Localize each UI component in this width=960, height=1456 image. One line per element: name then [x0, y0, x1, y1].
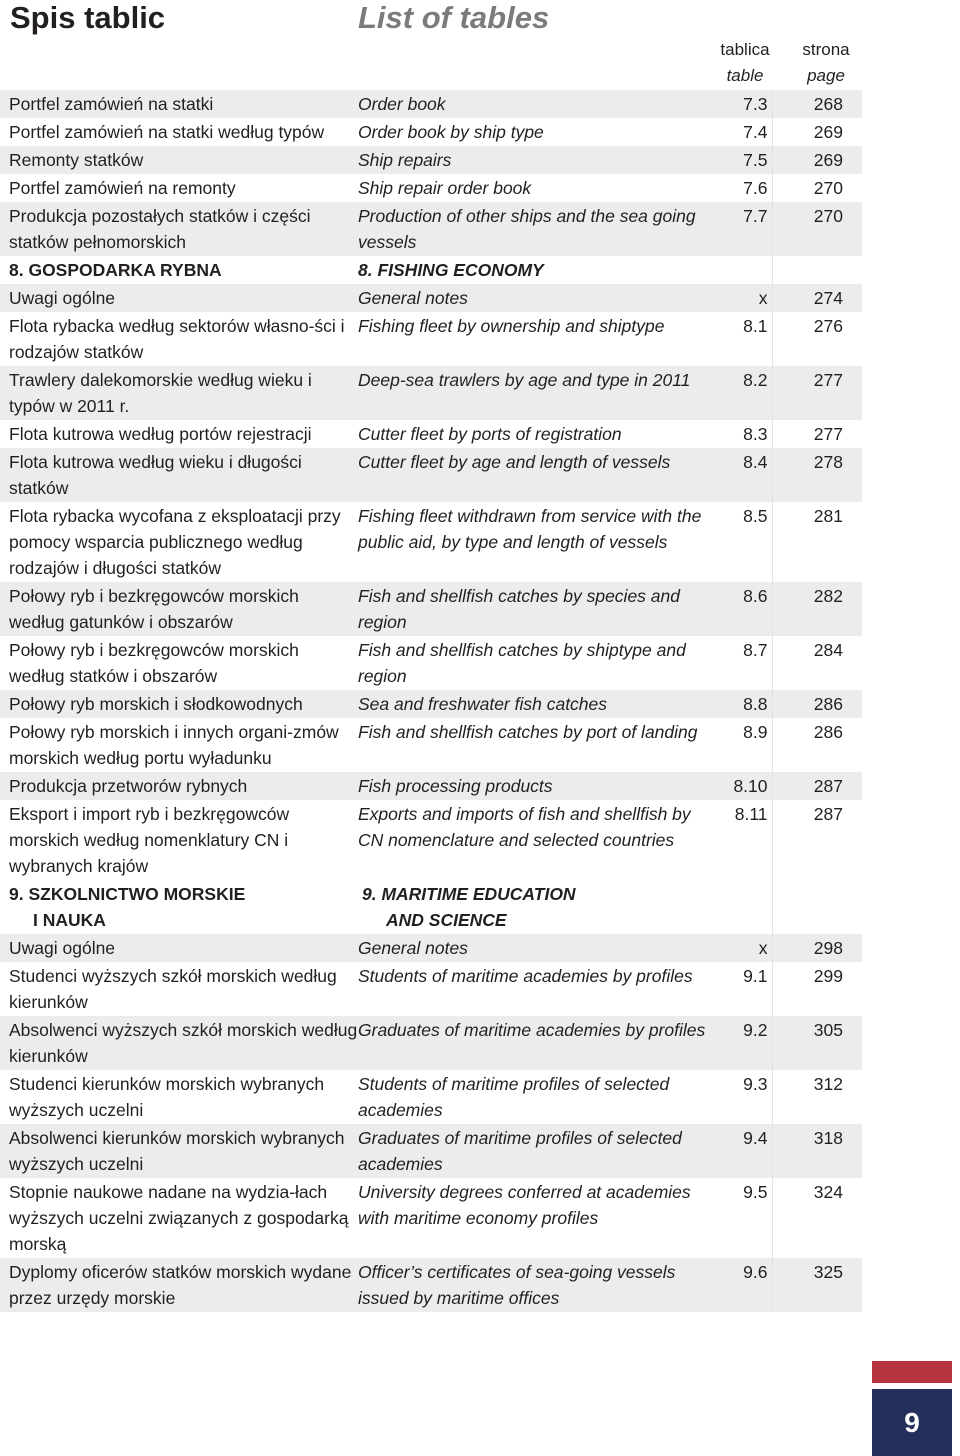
row-title-en: Exports and imports of fish and shellfish by CN nomenclature and selected countries [358, 804, 691, 850]
table-row[interactable] [0, 90, 862, 118]
table-row[interactable] [0, 962, 862, 1016]
row-title-pl: Flota rybacka według sektorów własno-ści i rodzajów statków [9, 316, 345, 362]
row-page-number: 276 [772, 312, 862, 366]
row-title-en: Fish and shellfish catches by species and region [358, 582, 712, 636]
row-table-number: 9.1 [743, 966, 768, 986]
row-page-number: 281 [772, 502, 862, 582]
row-page-number: 286 [772, 718, 862, 772]
row-title-en: Students of maritime academies by profiles [358, 966, 693, 986]
row-title-pl: Studenci wyższych szkół morskich według kierunków [9, 966, 337, 1012]
row-title-pl: Uwagi ogólne [0, 934, 358, 962]
row-title-en: Ship repair order book [358, 178, 532, 198]
table-row[interactable] [0, 1016, 862, 1070]
row-title-en: Sea and freshwater fish catches [358, 690, 712, 718]
row-title-en: Fishing fleet by ownership and shiptype [358, 316, 665, 336]
table-row[interactable] [0, 502, 862, 582]
row-table-number: 9.3 [743, 1074, 768, 1094]
row-page-number: 287 [772, 772, 862, 800]
row-table-number: 8.10 [712, 772, 772, 800]
row-title-pl: Trawlery dalekomorskie według wieku i typów w 2011 r. [0, 366, 358, 420]
page-number-badge: 9 [872, 1389, 952, 1456]
row-title-en: Fish and shellfish catches by shiptype and region [358, 640, 686, 686]
table-row[interactable] [0, 718, 862, 772]
row-page-number: 324 [772, 1178, 862, 1258]
row-title-en: Cutter fleet by ports of registration [358, 424, 622, 444]
table-row[interactable] [0, 174, 862, 202]
row-table-number: 9.6 [712, 1258, 772, 1312]
table-row[interactable] [0, 934, 862, 962]
row-table-number: 8.9 [743, 722, 768, 742]
section-heading-row [0, 880, 862, 934]
section-title-pl-line2: I NAUKA [33, 910, 106, 930]
row-title-en: Order book by ship type [358, 122, 544, 142]
row-table-number: x [712, 284, 772, 312]
row-table-number: 8.11 [734, 804, 768, 824]
row-title-pl: Remonty statków [0, 146, 358, 174]
row-title-en: Fish and shellfish catches by port of landing [358, 722, 698, 742]
section-title-pl-line1: 9. SZKOLNICTWO MORSKIE [9, 884, 246, 904]
row-table-number [712, 880, 772, 934]
row-page-number: 274 [772, 284, 862, 312]
section-heading-row [0, 256, 862, 284]
row-page-number: 312 [772, 1070, 862, 1124]
row-table-number [712, 256, 772, 284]
row-page-number [772, 880, 862, 934]
row-table-number: 8.7 [743, 640, 768, 660]
table-row[interactable] [0, 690, 862, 718]
table-row[interactable] [0, 448, 862, 502]
row-page-number: 286 [772, 690, 862, 718]
table-row[interactable] [0, 366, 862, 420]
column-header-page-en: page [807, 66, 845, 85]
row-title-en: Deep-sea trawlers by age and type in 2011 [358, 366, 712, 420]
row-page-number: 278 [772, 448, 862, 502]
row-table-number: 8.8 [712, 690, 772, 718]
row-title-pl: Połowy ryb i bezkręgowców morskich według statków i obszarów [9, 640, 299, 686]
row-title-pl: Studenci kierunków morskich wybranych wyższych uczelni [9, 1074, 325, 1120]
row-table-number: 9.4 [712, 1124, 772, 1178]
row-page-number: 305 [772, 1016, 862, 1070]
column-header-table-pl: tablica [720, 40, 770, 59]
row-table-number: 8.2 [712, 366, 772, 420]
row-title-pl: Flota rybacka wycofana z eksploatacji przy pomocy wsparcia publicznego według rodzajów i długości statków [9, 506, 341, 578]
row-page-number: 298 [772, 934, 862, 962]
table-row[interactable] [0, 1178, 862, 1258]
row-title-pl: Portfel zamówień na statki [0, 90, 358, 118]
row-title-en: General notes [358, 934, 712, 962]
row-title-en: Students of maritime profiles of selected academies [358, 1074, 670, 1120]
table-row[interactable] [0, 146, 862, 174]
row-title-pl: Eksport i import ryb i bezkręgowców morskich według nomenklatury CN i wybranych krajów [9, 804, 290, 876]
row-title-en: Fish processing products [358, 772, 712, 800]
row-title-pl: Uwagi ogólne [0, 284, 358, 312]
row-title-en: Production of other ships and the sea going vessels [358, 202, 712, 256]
table-row[interactable] [0, 582, 862, 636]
row-page-number: 270 [772, 174, 862, 202]
row-page-number: 284 [772, 636, 862, 690]
row-title-pl: Produkcja przetworów rybnych [0, 772, 358, 800]
row-table-number: 7.5 [712, 146, 772, 174]
table-row[interactable] [0, 1258, 862, 1312]
row-title-pl: Połowy ryb morskich i słodkowodnych [0, 690, 358, 718]
list-of-tables [0, 90, 862, 1312]
row-title-en: Order book [358, 90, 712, 118]
row-table-number: 7.6 [743, 178, 768, 198]
row-table-number: 9.5 [743, 1182, 768, 1202]
row-page-number: 270 [772, 202, 862, 256]
row-title-pl: Absolwenci wyższych szkół morskich według kierunków [0, 1016, 358, 1070]
row-table-number: 7.7 [712, 202, 772, 256]
row-table-number: 9.2 [712, 1016, 772, 1070]
section-title-en-line2: AND SCIENCE [386, 910, 507, 930]
row-title-en: Ship repairs [358, 146, 712, 174]
row-page-number: 269 [772, 146, 862, 174]
row-title-pl: Flota kutrowa według portów rejestracji [9, 424, 312, 444]
table-row[interactable] [0, 772, 862, 800]
row-table-number: 8.5 [743, 506, 768, 526]
row-page-number: 287 [772, 800, 862, 880]
column-header-table-en: table [726, 66, 764, 85]
row-table-number: 7.3 [712, 90, 772, 118]
table-row[interactable] [0, 118, 862, 146]
row-title-pl: Absolwenci kierunków morskich wybranych wyższych uczelni [0, 1124, 358, 1178]
row-table-number: 8.3 [743, 424, 768, 444]
row-page-number: 325 [772, 1258, 862, 1312]
row-page-number: 277 [772, 366, 862, 420]
row-page-number: 318 [772, 1124, 862, 1178]
table-row[interactable] [0, 284, 862, 312]
row-title-en: Fishing fleet withdrawn from service with the public aid, by type and length of vessels [358, 506, 702, 552]
page-title-en: List of tables [358, 0, 550, 35]
section-title-en [358, 880, 712, 934]
row-title-en: Graduates of maritime profiles of selected academies [358, 1124, 712, 1178]
row-title-pl: Stopnie naukowe nadane na wydzia-łach wyższych uczelni związanych z gospodarką morską [9, 1182, 349, 1254]
row-title-en: Cutter fleet by age and length of vessels [358, 448, 712, 502]
row-page-number: 277 [772, 420, 862, 448]
table-row[interactable] [0, 202, 862, 256]
row-table-number: 8.1 [743, 316, 768, 336]
decorative-red-stripe [872, 1361, 952, 1383]
section-title-pl: 8. GOSPODARKA RYBNA [9, 260, 222, 280]
section-title-pl [0, 880, 358, 934]
row-title-en: Officer’s certificates of sea-going vessels issued by maritime offices [358, 1258, 712, 1312]
page-title-pl: Spis tablic [10, 0, 166, 35]
row-title-pl: Dyplomy oficerów statków morskich wydane przez urzędy morskie [0, 1258, 358, 1312]
row-table-number: 8.6 [712, 582, 772, 636]
row-title-pl: Produkcja pozostałych statków i części statków pełnomorskich [0, 202, 358, 256]
row-title-en: Graduates of maritime academies by profiles [358, 1016, 712, 1070]
table-row[interactable] [0, 312, 862, 366]
row-title-pl: Portfel zamówień na statki według typów [9, 122, 325, 142]
row-page-number: 268 [772, 90, 862, 118]
table-row[interactable] [0, 1124, 862, 1178]
row-title-en: General notes [358, 284, 712, 312]
table-row[interactable] [0, 1070, 862, 1124]
row-title-pl: Flota kutrowa według wieku i długości statków [0, 448, 358, 502]
row-page-number: 282 [772, 582, 862, 636]
section-title-en: 8. FISHING ECONOMY [358, 260, 544, 280]
table-row[interactable] [0, 420, 862, 448]
row-title-pl: Połowy ryb i bezkręgowców morskich według gatunków i obszarów [0, 582, 358, 636]
row-page-number: 299 [772, 962, 862, 1016]
column-header-page [790, 37, 862, 89]
row-table-number: 7.4 [743, 122, 768, 142]
row-page-number: 269 [772, 118, 862, 146]
column-header-page-pl: strona [802, 40, 850, 59]
section-title-en-line1: 9. MARITIME EDUCATION [362, 884, 576, 904]
row-title-pl: Portfel zamówień na remonty [9, 178, 236, 198]
row-table-number: 8.4 [712, 448, 772, 502]
row-title-pl: Połowy ryb morskich i innych organi-zmów morskich według portu wyładunku [9, 722, 339, 768]
row-page-number [772, 256, 862, 284]
row-table-number: x [712, 934, 772, 962]
table-row[interactable] [0, 636, 862, 690]
table-row[interactable] [0, 800, 862, 880]
column-header-table [706, 37, 784, 89]
row-title-en: University degrees conferred at academies with maritime economy profiles [358, 1182, 691, 1228]
